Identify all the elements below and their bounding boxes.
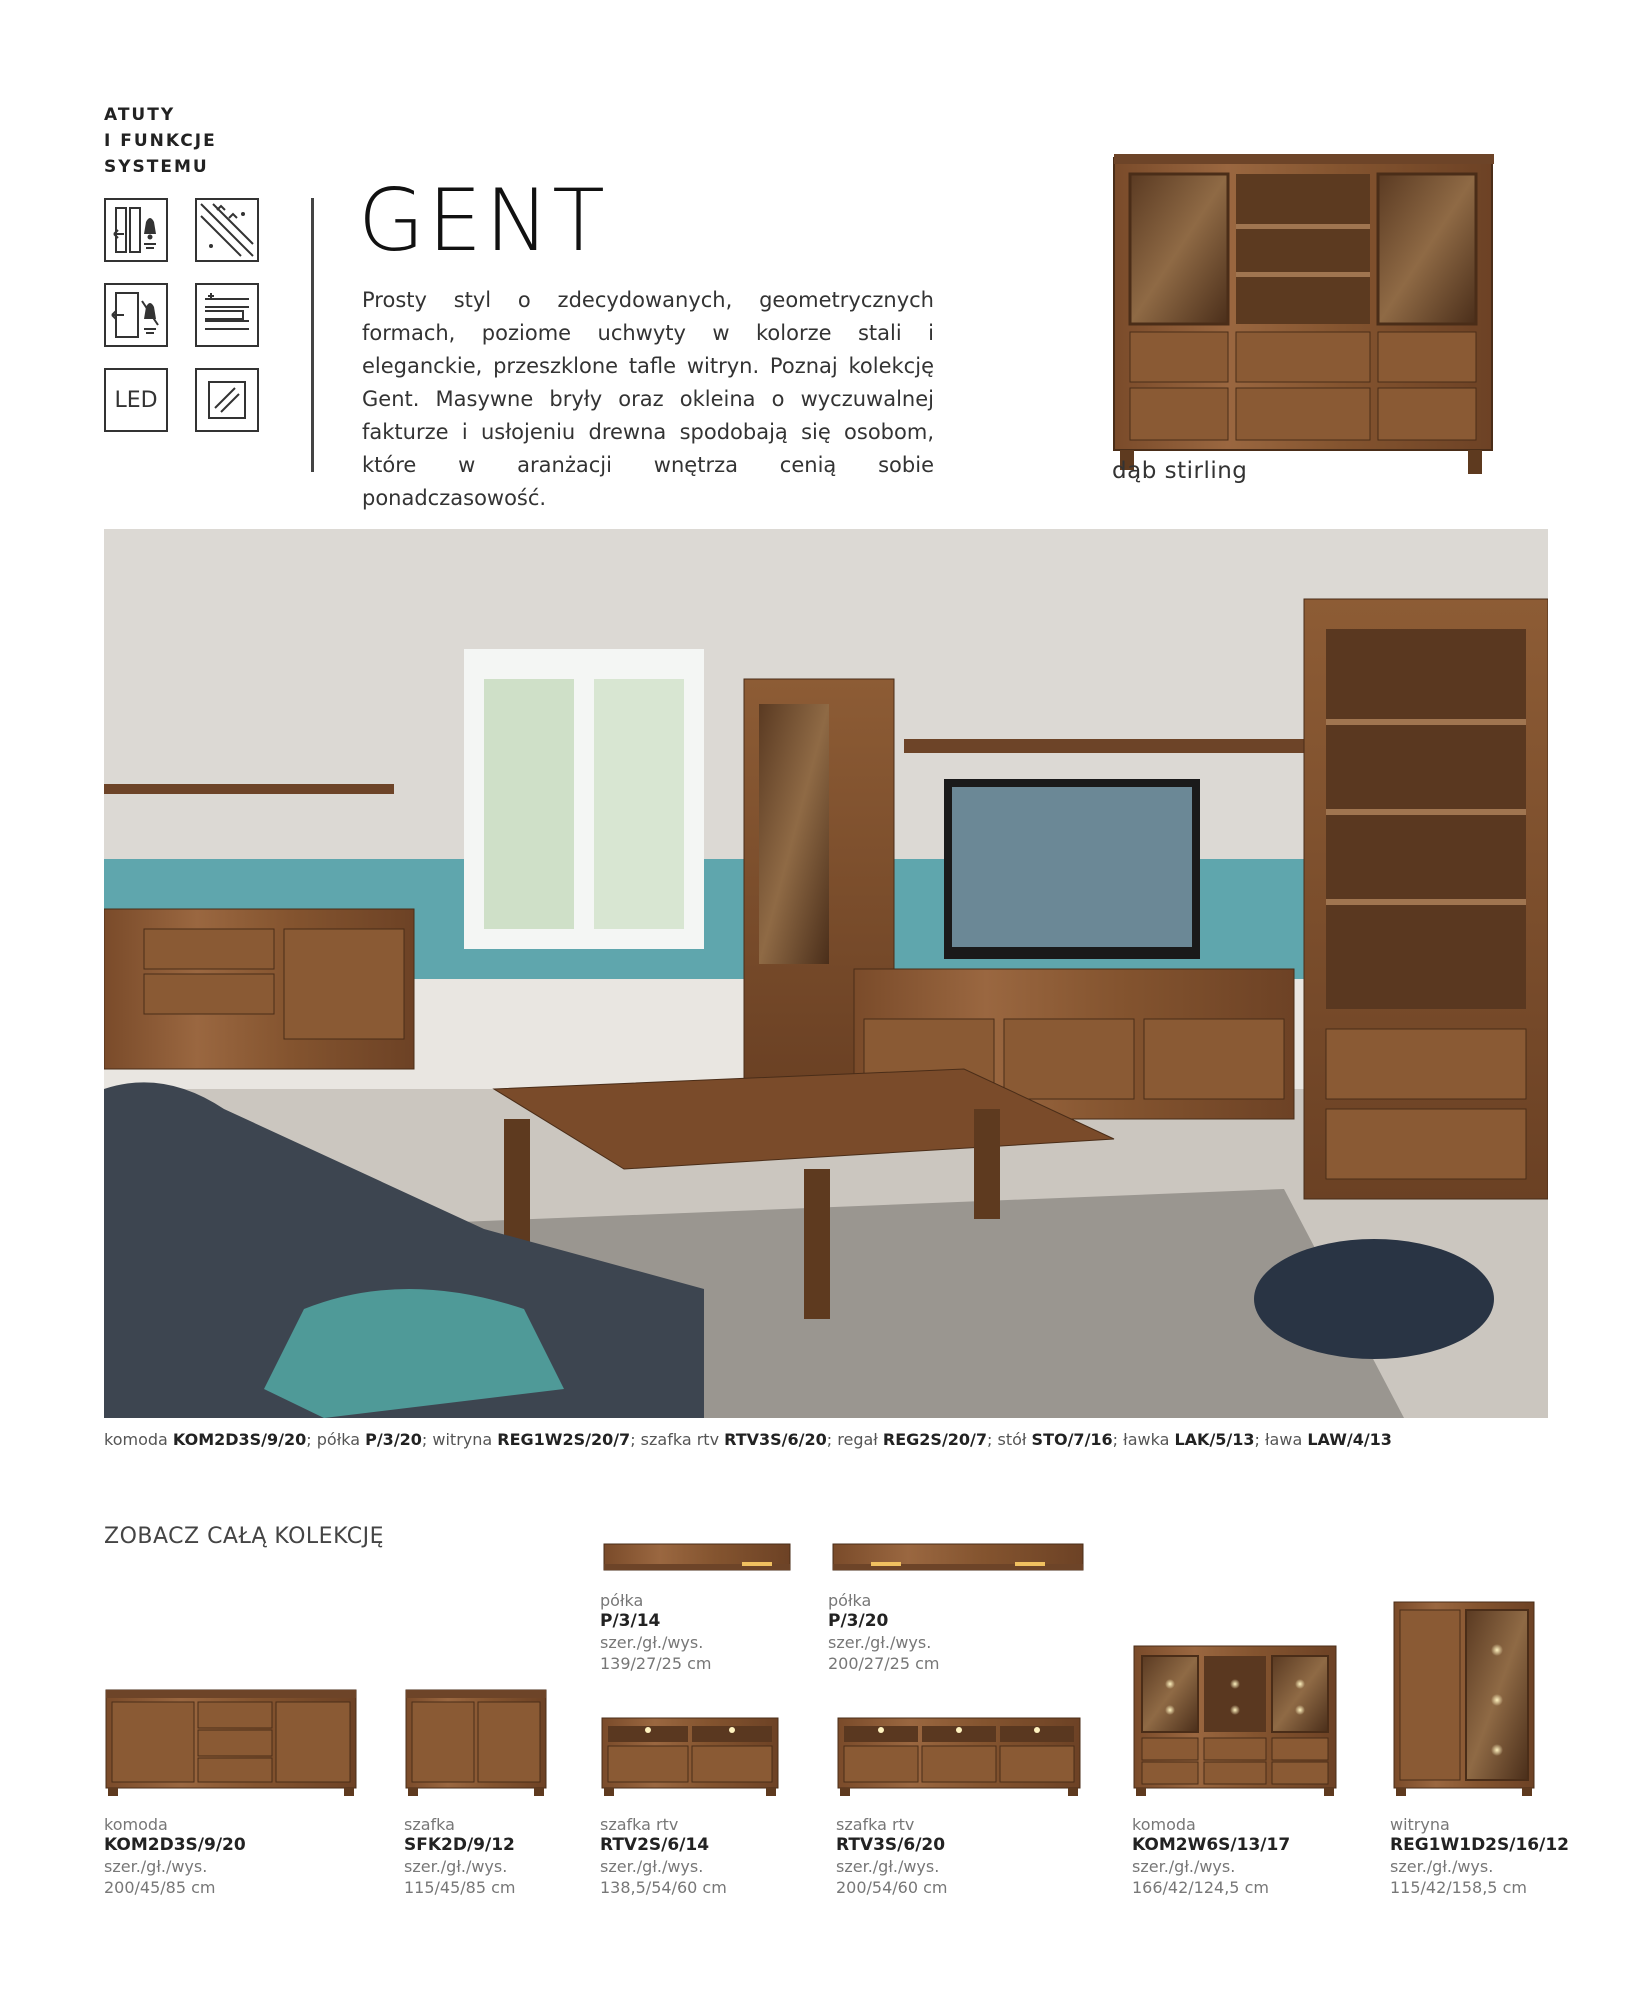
product-dims-label: szer./gł./wys. (600, 1633, 704, 1652)
shelf-p320-image (831, 1540, 1085, 1576)
product-info (1390, 1814, 1569, 1898)
product-dims: 200/27/25 cm (828, 1654, 940, 1673)
product-dims-label: szer./gł./wys. (1390, 1857, 1494, 1876)
product-code: P/3/14 (600, 1611, 661, 1631)
led-lighting-icon (104, 368, 168, 432)
caption-label: ; ława (1254, 1430, 1308, 1449)
product-code: KOM2W6S/13/17 (1132, 1835, 1291, 1855)
product-info (828, 1590, 940, 1674)
product-code: RTV3S/6/20 (836, 1835, 946, 1855)
room-photo (104, 529, 1548, 1418)
product-dims: 115/42/158,5 cm (1390, 1878, 1527, 1897)
caption-code: LAW/4/13 (1307, 1430, 1392, 1449)
product-code: RTV2S/6/14 (600, 1835, 710, 1855)
caption-code: REG1W2S/20/7 (497, 1430, 631, 1449)
soft-close-door-icon (104, 198, 168, 262)
product-dims: 200/45/85 cm (104, 1878, 216, 1897)
product-type: szafka rtv (836, 1815, 915, 1834)
product-type: półka (600, 1591, 644, 1610)
caption-label: ; szafka rtv (630, 1430, 725, 1449)
product-dims-label: szer./gł./wys. (828, 1633, 932, 1652)
product-code: REG1W1D2S/16/12 (1390, 1835, 1569, 1855)
product-info (836, 1814, 948, 1898)
product-dims: 115/45/85 cm (404, 1878, 516, 1897)
product-type: szafka (404, 1815, 455, 1834)
product-info (404, 1814, 516, 1898)
caption-label: ; półka (306, 1430, 366, 1449)
caption-label: komoda (104, 1430, 173, 1449)
product-code: P/3/20 (828, 1611, 889, 1631)
glass-panel-icon (195, 368, 259, 432)
rtv-rtv3s-image (836, 1716, 1082, 1796)
caption-label: ; witryna (421, 1430, 498, 1449)
komoda-kom2w6s-image (1132, 1644, 1338, 1796)
drawer-extension-icon (195, 283, 259, 347)
product-dims: 139/27/25 cm (600, 1654, 712, 1673)
product-dims-label: szer./gł./wys. (104, 1857, 208, 1876)
product-code: SFK2D/9/12 (404, 1835, 515, 1855)
witryna-reg1w1d2s-image (1392, 1600, 1536, 1796)
product-dims: 166/42/124,5 cm (1132, 1878, 1269, 1897)
product-info (1132, 1814, 1290, 1898)
product-dims-label: szer./gł./wys. (836, 1857, 940, 1876)
caption-code: REG2S/20/7 (882, 1430, 988, 1449)
features-title-line: I FUNKCJE (104, 131, 217, 151)
room-caption (104, 1430, 1554, 1449)
push-open-door-icon (104, 283, 168, 347)
caption-code: RTV3S/6/20 (724, 1430, 827, 1449)
finish-label: dąb stirling (1112, 458, 1248, 484)
collection-description: Prosty styl o zdecydowanych, geometrycznych formach, poziome uchwyty w kolorze stali i eleganckie, przeszklone tafle witryn. Poznaj kolekcję Gent. Masywne bryły oraz okleina o wyczuwalnej fakturze i usłojeniu drewna spodobają się osobom, które w aranżacji wnętrza cenią sobie ponadczasowość. (362, 288, 934, 510)
caption-code: LAK/5/13 (1174, 1430, 1255, 1449)
features-title (104, 102, 217, 180)
caption-code: STO/7/16 (1031, 1430, 1113, 1449)
caption-code: KOM2D3S/9/20 (172, 1430, 307, 1449)
product-info (104, 1814, 246, 1898)
led-label: LED (114, 387, 158, 413)
product-type: szafka rtv (600, 1815, 679, 1834)
product-type: półka (828, 1591, 872, 1610)
product-type: komoda (1132, 1815, 1196, 1834)
product-dims-label: szer./gł./wys. (600, 1857, 704, 1876)
caption-label: ; stół (987, 1430, 1032, 1449)
corner-shelf-icon (195, 198, 259, 262)
product-dims-label: szer./gł./wys. (404, 1857, 508, 1876)
szafka-sfk2d-image (404, 1688, 548, 1796)
hero-cabinet-image (1110, 152, 1500, 482)
collection-title: GENT (358, 171, 608, 271)
product-type: witryna (1390, 1815, 1450, 1834)
shelf-p314-image (602, 1540, 792, 1576)
features-title-line: SYSTEMU (104, 157, 209, 177)
komoda-kom2d3s-image (104, 1688, 358, 1796)
product-dims: 138,5/54/60 cm (600, 1878, 727, 1897)
product-type: komoda (104, 1815, 168, 1834)
product-dims-label: szer./gł./wys. (1132, 1857, 1236, 1876)
see-all-heading: ZOBACZ CAŁĄ KOLEKCJĘ (104, 1524, 385, 1549)
rtv-rtv2s-image (600, 1716, 780, 1796)
features-title-line: ATUTY (104, 105, 176, 125)
product-code: KOM2D3S/9/20 (104, 1835, 246, 1855)
product-info (600, 1814, 727, 1898)
product-dims: 200/54/60 cm (836, 1878, 948, 1897)
vertical-divider (311, 198, 314, 472)
caption-label: ; regał (826, 1430, 883, 1449)
caption-label: ; ławka (1112, 1430, 1175, 1449)
product-info (600, 1590, 712, 1674)
caption-code: P/3/20 (365, 1430, 422, 1449)
